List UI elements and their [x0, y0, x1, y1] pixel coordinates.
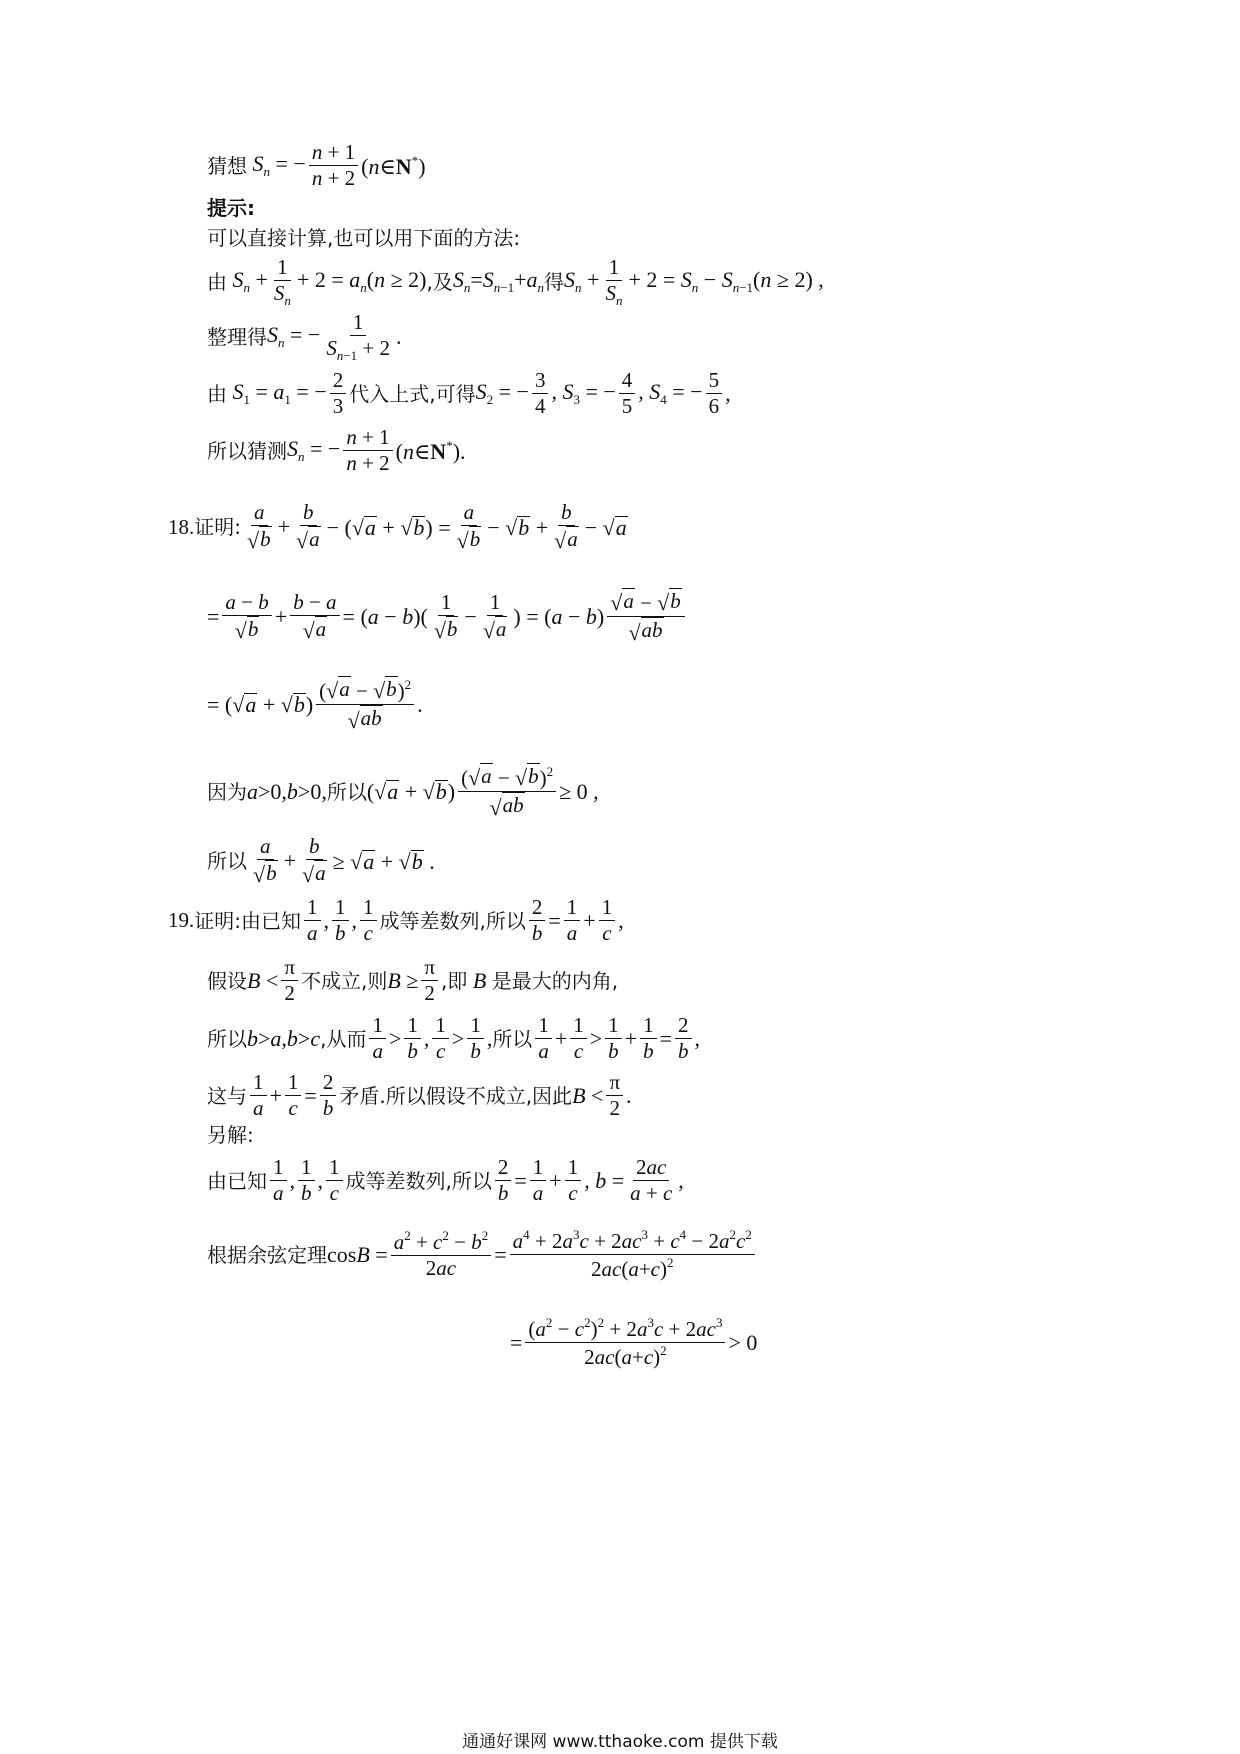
tidy-line: 整理得 $S_n$ = − $\frac{1}{S_{n-1} + 2}$ . — [207, 310, 402, 364]
problem-18-line3: = ( √ a + √ b ) ( √ a − √ b )$^2$ √ ab . — [207, 677, 423, 733]
problem-18-number: 18. — [168, 514, 195, 539]
alt-line2: 根据余弦定理 cosB = $\frac{a^2 + c^2 - b^2}{2ac}$ = $\frac{a^4 + 2a^3c + 2ac^3 + c^4 - 2a^2c^2}{2ac(a+c)^2}$ — [207, 1227, 758, 1282]
conclude-line: 所以猜测 $S_n$ = − $\frac{n + 1}{n + 2}$ (n∈N*). — [207, 425, 466, 476]
problem-19-number: 19. — [168, 908, 195, 933]
page-footer: 通通好课网 www.tthaoke.com 提供下载 — [462, 1732, 778, 1752]
problem-19-line2: 假设 B < $\frac{\pi}{2}$ 不成立,则 B ≥ $\frac{\pi}{2}$ ,即 B 是最大的内角, — [207, 955, 619, 1006]
problem-18-line4: 因为 a>0,b>0, 所以 ( √ a + √ b ) ( √ a − √ b )$^2$ √ ab ≥ 0 , — [207, 764, 599, 820]
problem-18-line5: 所以 a √ b + b √ a ≥ √ a + √ b . — [207, 834, 435, 888]
alt-line1: 由已知 $\frac{1}{a}$ , $\frac{1}{b}$ , $\frac{1}{c}$ 成等差数列,所以 $\frac{2}{b}$ = $\frac{1}{a}$ + $\frac{1}{c}$ , b = $\frac{2ac}{a + c}$ , — [207, 1155, 684, 1206]
problem-18-line2: = a − b √ b + b − a √ a = (a − b)( 1 √ b − 1 √ a ) = (a − b) √ a − √ b √ ab — [207, 588, 688, 646]
problem-18-line1: 18. 证明: a √ b + b √ a − ( √ a + √ b ) = a √ b − √ b + b √ a − √ a — [168, 500, 627, 554]
alt-title: 另解: — [207, 1123, 254, 1147]
alt-line3: = $\frac{(a^2 - c^2)^2 + 2a^3c + 2ac^3}{2ac(a+c)^2}$ > 0 — [510, 1315, 758, 1370]
hint-intro: 可以直接计算,也可以用下面的方法: — [207, 226, 521, 250]
problem-19-line3: 所以 b>a,b>c ,从而 $\frac{1}{a}$ > $\frac{1}{b}$ , $\frac{1}{c}$ > $\frac{1}{b}$ , 所以 $\frac{1}{a}$ + $\frac{1}{c}$ > $\frac{1}{b}$ + $\frac{1}{b}$ = $\frac{2}{b}$ , — [207, 1013, 700, 1064]
recurrence-line: 由 $S_n$ + $\frac{1}{S_n}$ + $2 = a_n(n \ge 2)$ ,及 $S_n=S_{n-1}+a_n$ 得 $S_n$ + $\frac{1}{S_n}$ + $2 = S_n - S_{n-1}(n \ge 2)$ , — [207, 255, 824, 309]
guess-line: 猜想 $S_n$ = − $\frac{n + 1}{n + 2}$ (n∈N*) — [207, 140, 426, 191]
substitute-line: 由 $S_1 = a_1$ = − $\frac{2}{3}$ 代入上式,可得 $S_2$ = − $\frac{3}{4}$ , $S_3$ = − $\frac{4}{5}$ , $S_4$ = − $\frac{5}{6}$ , — [207, 368, 731, 419]
hint-title: 提示: — [207, 196, 255, 220]
problem-19-line4: 这与 $\frac{1}{a}$ + $\frac{1}{c}$ = $\frac{2}{b}$ 矛盾.所以假设不成立,因此 B < $\frac{\pi}{2}$ . — [207, 1070, 632, 1121]
guess-label: 猜想 — [207, 153, 247, 178]
problem-19-line1: 19. 证明:由已知 $\frac{1}{a}$ , $\frac{1}{b}$ , $\frac{1}{c}$ 成等差数列,所以 $\frac{2}{b}$ = $\frac{1}{a}$ + $\frac{1}{c}$ , — [168, 895, 624, 946]
